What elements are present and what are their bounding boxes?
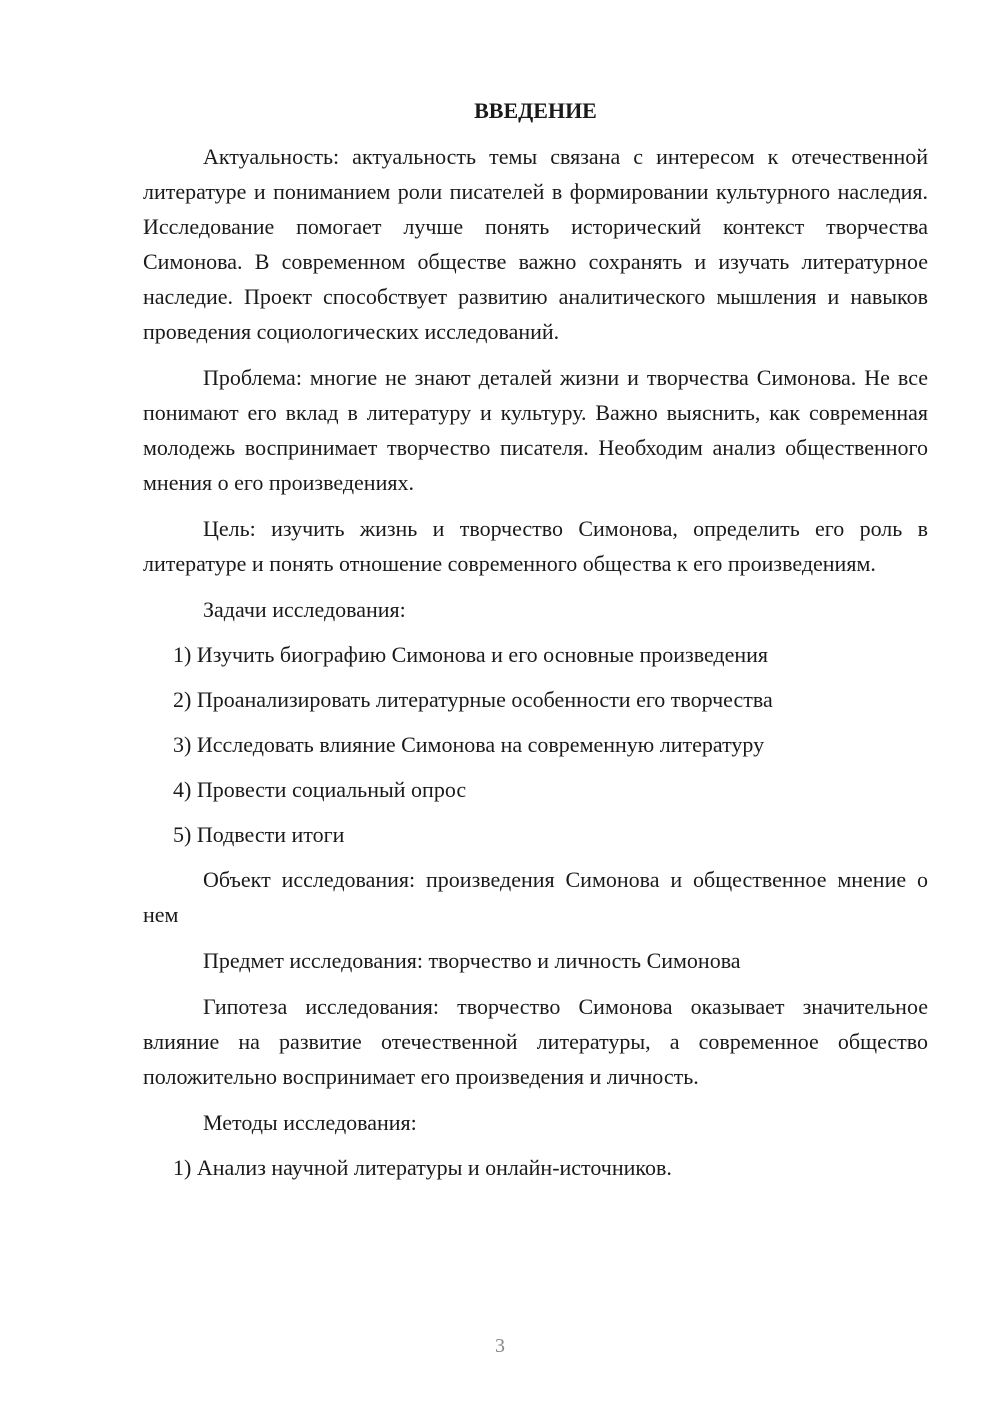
object-paragraph: Объект исследования: произведения Симонова и общественное мнение о нем [143,867,928,927]
subject-paragraph: Предмет исследования: творчество и личность Симонова [203,948,741,973]
list-item: 1) Изучить биографию Симонова и его основные произведения [173,642,769,667]
methods-heading: Методы исследования: [203,1110,417,1135]
goal-paragraph: Цель: изучить жизнь и творчество Симонова, определить его роль в литературе и понять отношение современного общества к его произведениям. [143,516,928,576]
page-content [143,95,928,1195]
list-item: 1) Анализ научной литературы и онлайн-источников. [173,1155,672,1180]
list-item: 5) Подвести итоги [173,822,345,847]
methods-list [143,1150,928,1185]
page-number: 3 [495,1335,505,1357]
list-item: 2) Проанализировать литературные особенности его творчества [173,687,773,712]
page-title: ВВЕДЕНИЕ [474,98,597,123]
problem-paragraph: Проблема: многие не знают деталей жизни и творчества Симонова. Не все понимают его вклад в литературу и культуру. Важно выяснить, как современная молодежь воспринимает творчество писателя. Необходим анализ общественного мнения о его произведениях. [143,365,928,495]
list-item: 4) Провести социальный опрос [173,777,467,802]
relevance-paragraph: Актуальность: актуальность темы связана с интересом к отечественной литературе и пониманием роли писателей в формировании культурного наследия. Исследование помогает лучше понять исторический контекст творчества Симонова. В современном обществе важно сохранять и изучать литературное наследие. Проект способствует развитию аналитического мышления и навыков проведения социологических исследований. [143,144,928,344]
tasks-heading: Задачи исследования: [203,597,406,622]
hypothesis-paragraph: Гипотеза исследования: творчество Симонова оказывает значительное влияние на развитие отечественной литературы, а современное общество положительно воспринимает его произведения и личность. [143,994,928,1089]
tasks-list [143,637,928,852]
list-item: 3) Исследовать влияние Симонова на современную литературу [173,732,765,757]
